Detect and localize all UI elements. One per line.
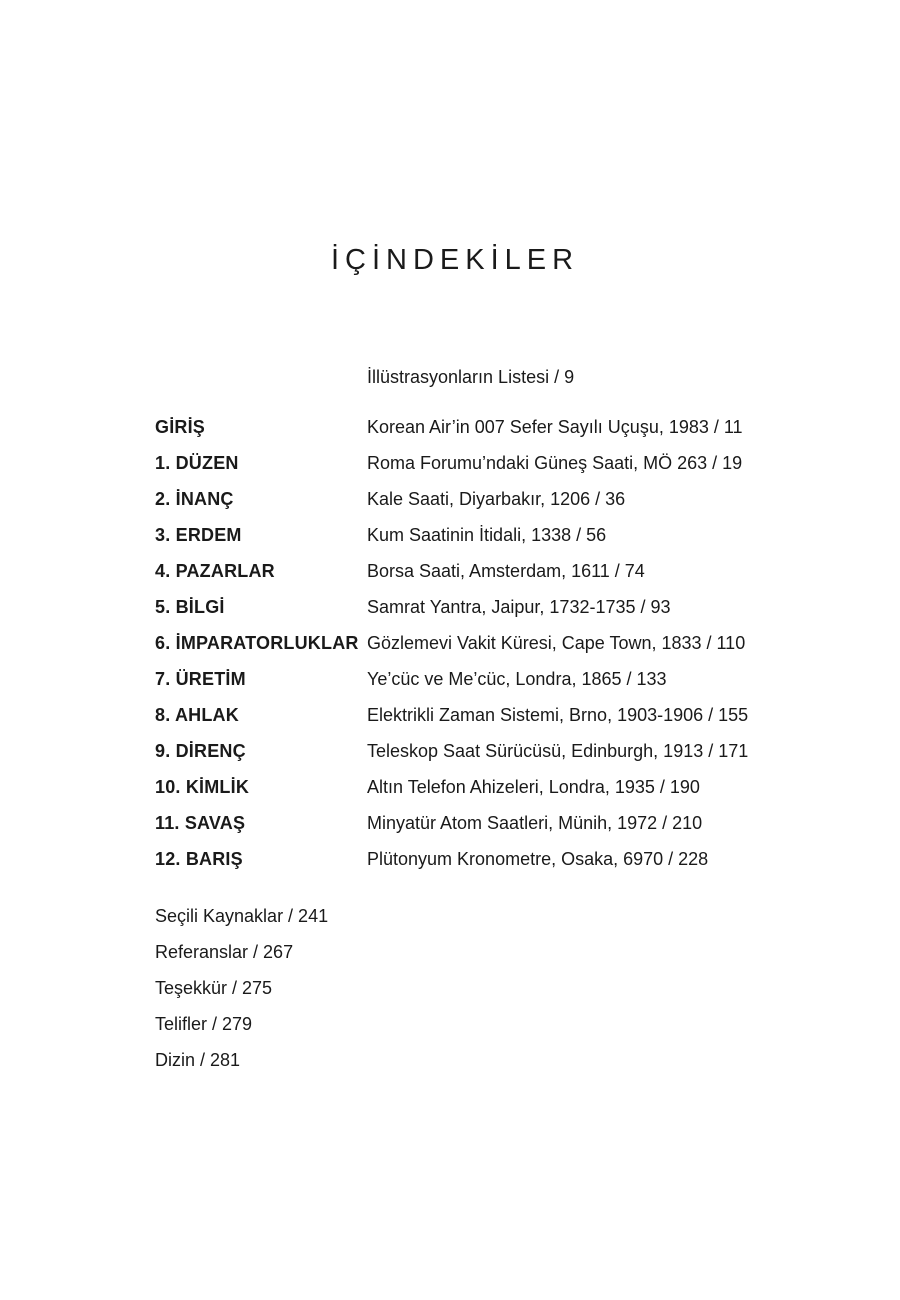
chapter-entry: Samrat Yantra, Jaipur, 1732-1735 / 93 bbox=[367, 596, 671, 617]
chapter-row bbox=[155, 589, 795, 625]
chapter-label: 2. İNANÇ bbox=[155, 488, 234, 509]
chapter-label: 8. AHLAK bbox=[155, 704, 239, 725]
chapter-entry: Elektrikli Zaman Sistemi, Brno, 1903-1906 / 155 bbox=[367, 704, 749, 725]
chapter-row bbox=[155, 661, 795, 697]
chapter-label: GİRİŞ bbox=[155, 416, 206, 437]
chapter-row bbox=[155, 625, 795, 661]
chapter-label: 1. DÜZEN bbox=[155, 452, 239, 473]
back-matter-item: Dizin / 281 bbox=[155, 1050, 241, 1070]
chapter-label: 12. BARIŞ bbox=[155, 848, 243, 869]
chapter-row bbox=[155, 553, 795, 589]
chapter-row bbox=[155, 805, 795, 841]
chapter-entry: Borsa Saati, Amsterdam, 1611 / 74 bbox=[367, 560, 645, 581]
chapter-row bbox=[155, 517, 795, 553]
illustrations-list-entry: İllüstrasyonların Listesi / 9 bbox=[367, 367, 575, 387]
chapter-label: 7. ÜRETİM bbox=[155, 668, 246, 689]
chapter-label: 9. DİRENÇ bbox=[155, 740, 246, 761]
chapter-label: 4. PAZARLAR bbox=[155, 560, 275, 581]
chapter-row bbox=[155, 697, 795, 733]
chapter-entry: Kum Saatinin İtidali, 1338 / 56 bbox=[367, 524, 607, 545]
chapter-label: 5. BİLGİ bbox=[155, 596, 225, 617]
chapter-row bbox=[155, 841, 795, 877]
chapter-row bbox=[155, 481, 795, 517]
chapter-entry: Gözlemevi Vakit Küresi, Cape Town, 1833 / 110 bbox=[367, 632, 746, 653]
chapter-entry: Altın Telefon Ahizeleri, Londra, 1935 / 190 bbox=[367, 776, 700, 797]
chapter-row bbox=[155, 445, 795, 481]
back-matter-item: Referanslar / 267 bbox=[155, 942, 294, 962]
chapter-list bbox=[155, 409, 795, 877]
chapter-label: 10. KİMLİK bbox=[155, 776, 250, 797]
chapter-entry: Plütonyum Kronometre, Osaka, 6970 / 228 bbox=[367, 848, 709, 869]
back-matter-item: Seçili Kaynaklar / 241 bbox=[155, 906, 329, 926]
chapter-row bbox=[155, 409, 795, 445]
back-matter-item: Telifler / 279 bbox=[155, 1014, 253, 1034]
chapter-row bbox=[155, 769, 795, 805]
chapter-entry: Kale Saati, Diyarbakır, 1206 / 36 bbox=[367, 488, 626, 509]
back-matter-list bbox=[155, 902, 328, 1082]
chapter-entry: Korean Air’in 007 Sefer Sayılı Uçuşu, 1983 / 11 bbox=[367, 416, 743, 437]
chapter-label: 3. ERDEM bbox=[155, 524, 242, 545]
back-matter-item: Teşekkür / 275 bbox=[155, 978, 273, 998]
chapter-entry: Roma Forumu’ndaki Güneş Saati, MÖ 263 / 19 bbox=[367, 452, 743, 473]
chapter-row bbox=[155, 733, 795, 769]
chapter-label: 11. SAVAŞ bbox=[155, 812, 246, 833]
chapter-entry: Minyatür Atom Saatleri, Münih, 1972 / 210 bbox=[367, 812, 703, 833]
chapter-entry: Teleskop Saat Sürücüsü, Edinburgh, 1913 / 171 bbox=[367, 740, 749, 761]
chapter-label: 6. İMPARATORLUKLAR bbox=[155, 632, 359, 653]
chapter-entry: Ye’cüc ve Me’cüc, Londra, 1865 / 133 bbox=[367, 668, 667, 689]
page-title: İÇİNDEKİLER bbox=[330, 244, 580, 276]
